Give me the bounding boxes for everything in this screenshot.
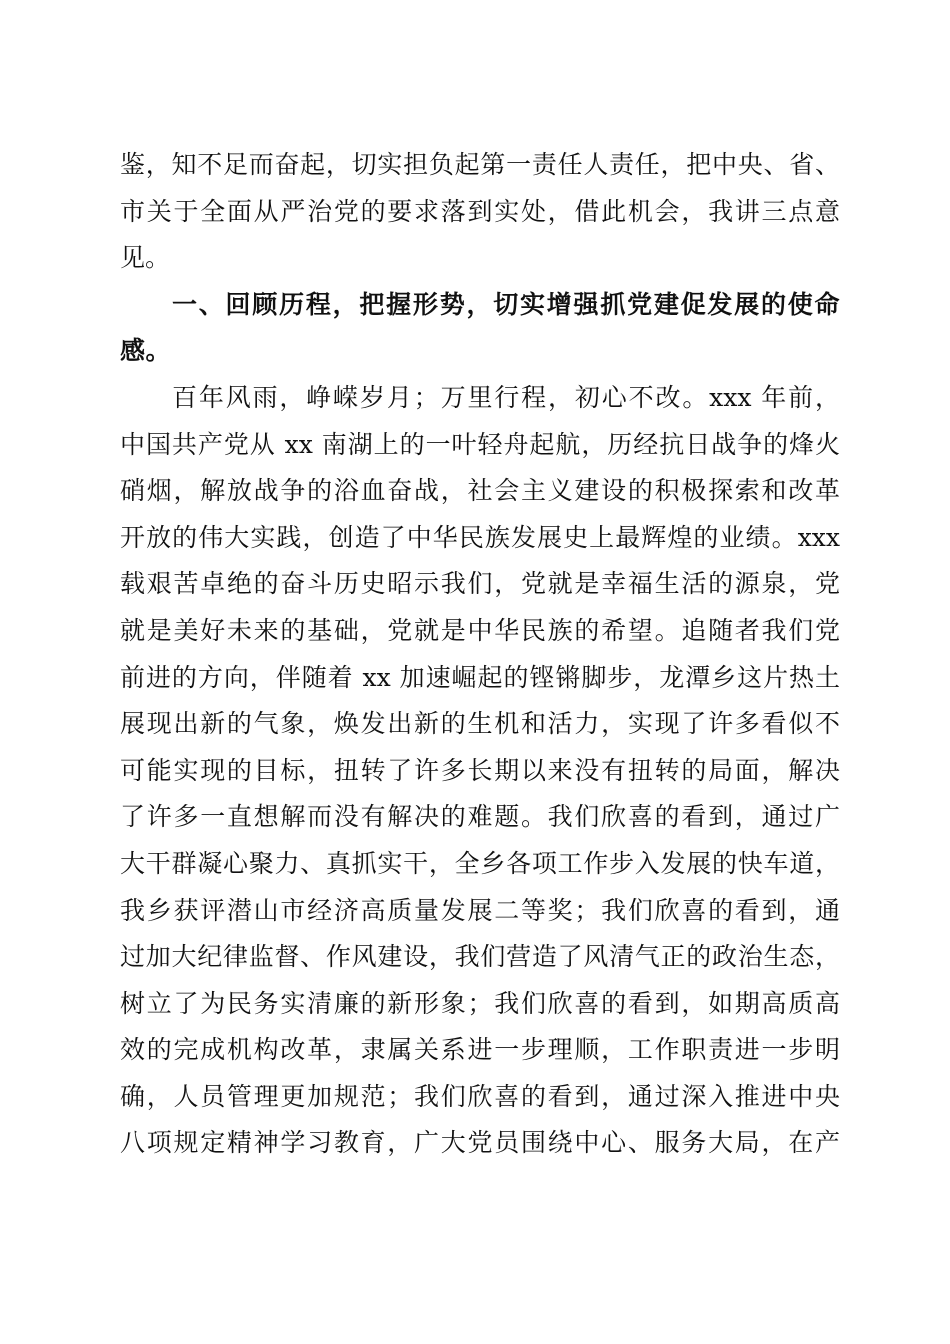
text-line: 载艰苦卓绝的奋斗历史昭示我们，党就是幸福生活的源泉，党 <box>120 569 840 599</box>
continuation-paragraph <box>120 142 840 282</box>
text-line: 百年风雨，峥嵘岁月；万里行程，初心不改。xxx 年前， <box>172 382 840 412</box>
heading-line: 感。 <box>120 336 172 366</box>
text-line: 树立了为民务实清廉的新形象；我们欣喜的看到，如期高质高 <box>120 988 840 1018</box>
text-line: 见。 <box>120 243 171 273</box>
text-line: 我乡获评潜山市经济高质量发展二等奖；我们欣喜的看到，通 <box>120 895 840 925</box>
text-line: 市关于全面从严治党的要求落到实处，借此机会，我讲三点意 <box>120 196 840 226</box>
body-paragraph <box>120 375 840 1167</box>
text-line: 开放的伟大实践，创造了中华民族发展史上最辉煌的业绩。xxx <box>120 522 840 552</box>
text-line: 展现出新的气象，焕发出新的生机和活力，实现了许多看似不 <box>120 709 840 739</box>
text-line: 大干群凝心聚力、真抓实干，全乡各项工作步入发展的快车道， <box>120 848 840 878</box>
text-line: 可能实现的目标，扭转了许多长期以来没有扭转的局面，解决 <box>120 755 840 785</box>
text-line: 中国共产党从 xx 南湖上的一叶轻舟起航，历经抗日战争的烽火 <box>120 429 840 459</box>
text-line: 了许多一直想解而没有解决的难题。我们欣喜的看到，通过广 <box>120 802 840 832</box>
heading-line: 一、回顾历程，把握形势，切实增强抓党建促发展的使命 <box>172 289 840 319</box>
text-line: 八项规定精神学习教育，广大党员围绕中心、服务大局，在产 <box>120 1128 840 1158</box>
text-line: 确，人员管理更加规范；我们欣喜的看到，通过深入推进中央 <box>120 1081 840 1111</box>
text-line: 效的完成机构改革，隶属关系进一步理顺，工作职责进一步明 <box>120 1035 840 1065</box>
text-line: 就是美好未来的基础，党就是中华民族的希望。追随者我们党 <box>120 615 840 645</box>
text-line: 硝烟，解放战争的浴血奋战，社会主义建设的积极探索和改革 <box>120 476 840 506</box>
document-body <box>120 142 840 1167</box>
section-heading <box>120 282 840 375</box>
text-line: 前进的方向，伴随着 xx 加速崛起的铿锵脚步，龙潭乡这片热土 <box>120 662 840 692</box>
text-line: 鉴，知不足而奋起，切实担负起第一责任人责任，把中央、省、 <box>120 150 840 179</box>
text-line: 过加大纪律监督、作风建设，我们营造了风清气正的政治生态， <box>120 942 840 972</box>
